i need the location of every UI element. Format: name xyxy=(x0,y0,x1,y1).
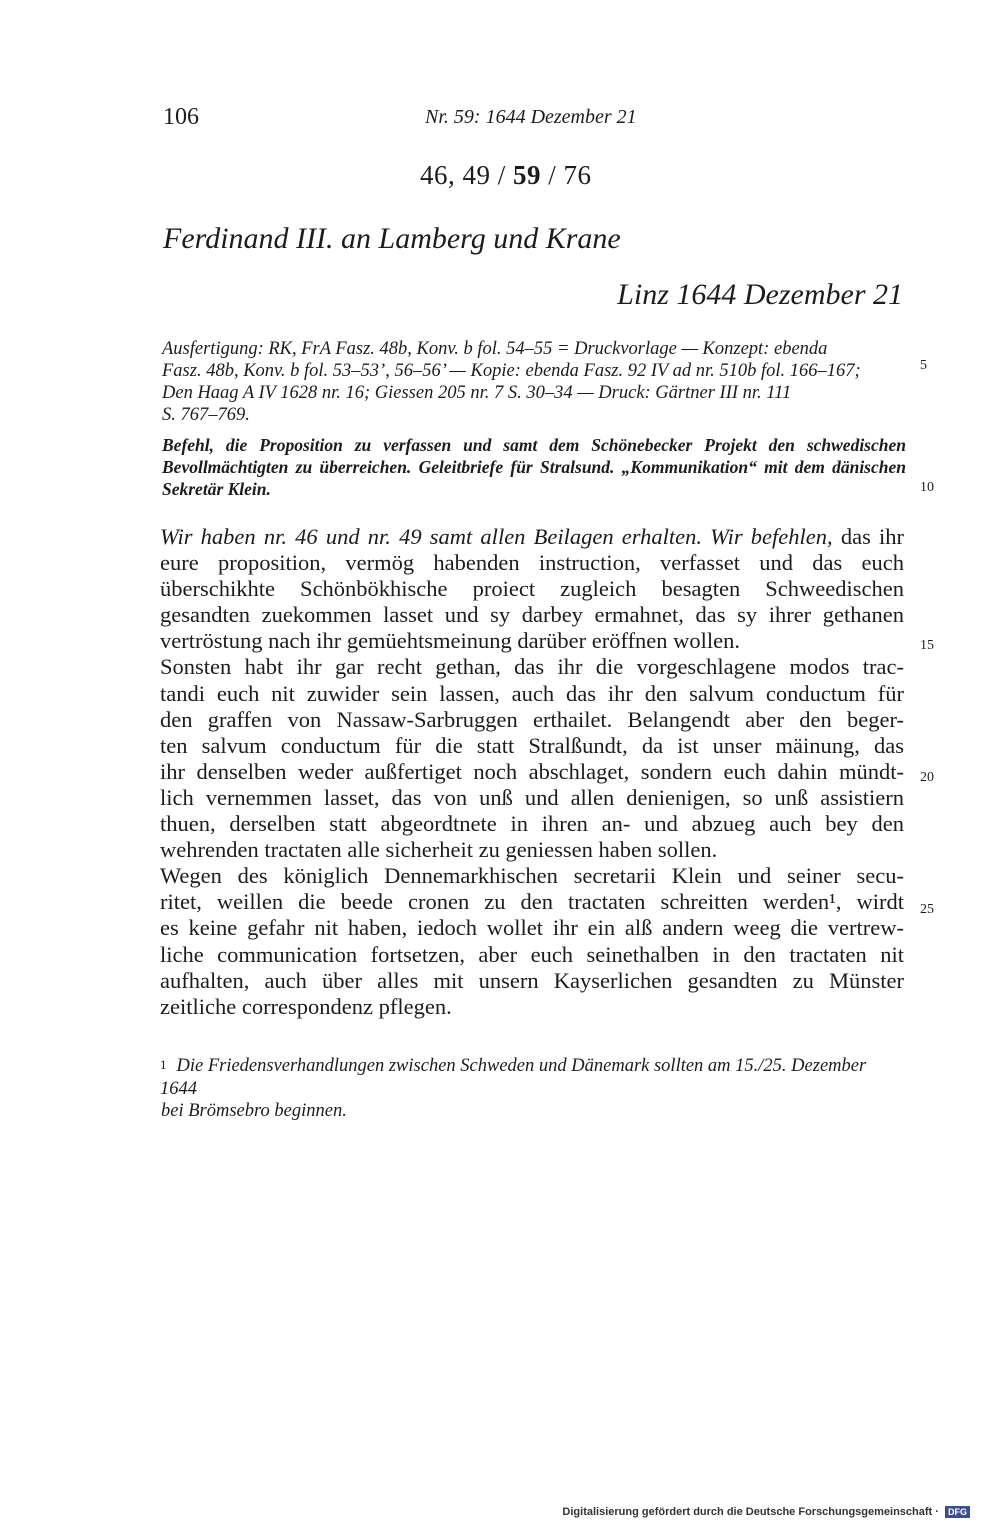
footnote-line: Die Friedensverhandlungen zwischen Schweden und Dänemark sollten am 15./25. Dezember 1644 xyxy=(160,1056,867,1099)
body-line: aufhalten, auch über alles mit unsern Kayserlichen gesandten zu Münster xyxy=(160,967,904,993)
place-date: Linz 1644 Dezember 21 xyxy=(617,278,903,311)
body-line: zeitliche correspondenz pflegen. xyxy=(160,993,452,1019)
credit-text: Digitalisierung gefördert durch die Deutsche Forschungsgemeinschaft · xyxy=(562,1506,939,1518)
lead-italic: Wir haben nr. 46 und nr. 49 samt allen Beilagen erhalten. Wir befehlen, xyxy=(160,524,833,549)
body-line: wehrenden tractaten alle sicherheit zu geniessen haben sollen. xyxy=(160,837,718,863)
source-apparatus xyxy=(162,338,906,426)
page-number: 106 xyxy=(163,104,199,130)
source-line: Ausfertigung: RK, FrA Fasz. 48b, Konv. b fol. 54–55 = Druckvorlage — Konzept: ebenda xyxy=(162,339,828,359)
line-number: 10 xyxy=(920,480,934,495)
body-line: ritet, weillen die beede cronen zu den tractaten schreitten werden¹, wirdt xyxy=(160,889,904,915)
dfg-logo: DFG xyxy=(945,1506,970,1518)
ref-after: 76 xyxy=(563,160,592,190)
body-line: ten salvum conductum für die statt Stralßundt, da ist unser mäinung, das xyxy=(160,732,904,758)
body-line: gesandten zuekommen lasset und sy darbey ermahnet, das sy ihrer gethanen xyxy=(160,602,904,628)
body-line: vertröstung nach ihr gemüehtsmeinung darüber eröffnen wollen. xyxy=(160,628,741,654)
document-title: Ferdinand III. an Lamberg und Krane xyxy=(163,222,621,255)
body-line: liche communication fortsetzen, aber euch seinethalben in den tractaten nit xyxy=(160,941,904,967)
body-line: eure proposition, vermög habenden instruction, verfasset und das euch xyxy=(160,550,904,576)
source-line: Fasz. 48b, Konv. b fol. 53–53’, 56–56’ — Kopie: ebenda Fasz. 92 IV ad nr. 510b fol. 166–167; xyxy=(162,361,861,381)
ref-current: 59 xyxy=(513,160,542,190)
document-references xyxy=(420,160,592,191)
body-line: lich vernemmen lasset, das von unß und allen denienigen, so unß assistiern xyxy=(160,784,904,810)
body-line: thuen, derselben statt abgeordtnete in ihren an- und abzueg auch bey den xyxy=(160,811,904,837)
body-line-1 xyxy=(160,524,904,550)
footnote xyxy=(160,1055,904,1122)
line-number: 5 xyxy=(920,358,927,373)
letter-body xyxy=(160,524,904,1020)
running-title: Nr. 59: 1644 Dezember 21 xyxy=(425,106,637,128)
source-line: Den Haag A IV 1628 nr. 16; Giessen 205 nr. 7 S. 30–34 — Druck: Gärtner III nr. 111 xyxy=(162,383,792,403)
body-line: den graffen von Nassaw-Sarbruggen erthailet. Belangendt aber den beger- xyxy=(160,706,904,732)
footnote-line: bei Brömsebro beginnen. xyxy=(161,1101,347,1121)
ref-before: 46, 49 xyxy=(420,160,491,190)
line-number: 20 xyxy=(920,770,934,785)
body-line: Sonsten habt ihr gar recht gethan, das ihr die vorgeschlagene modos trac- xyxy=(160,654,904,680)
footnote-mark: 1 xyxy=(160,1057,167,1072)
body-line: überschikhte Schönbökhische proiect zugleich besagten Schweedischen xyxy=(160,576,904,602)
digitization-credit xyxy=(562,1506,970,1518)
body-line: es keine gefahr nit haben, iedoch wollet ihr ein alß andern weeg die vertrew- xyxy=(160,915,904,941)
body-line: tandi euch nit zuwider sein lassen, auch das ihr den salvum conductum für xyxy=(160,680,904,706)
line-number: 25 xyxy=(920,902,934,917)
regest-summary: Befehl, die Proposition zu verfassen und samt dem Schönebecker Projekt den schwedischen Bevollmächtigten zu überreichen. Geleitbriefe für Stralsund. „Kommunikation“ mit dem dänischen Sekretär Klein. xyxy=(162,435,906,499)
body-line: Wegen des königlich Dennemarkhischen secretarii Klein und seiner secu- xyxy=(160,863,904,889)
lead-rest: das ihr xyxy=(832,524,904,549)
source-line: S. 767–769. xyxy=(162,405,250,425)
ref-separator: / xyxy=(548,160,557,190)
line-number: 15 xyxy=(920,638,934,653)
ref-separator: / xyxy=(497,160,506,190)
body-line: ihr denselben weder außfertiget noch abschlaget, sondern euch dahin mündt- xyxy=(160,758,904,784)
